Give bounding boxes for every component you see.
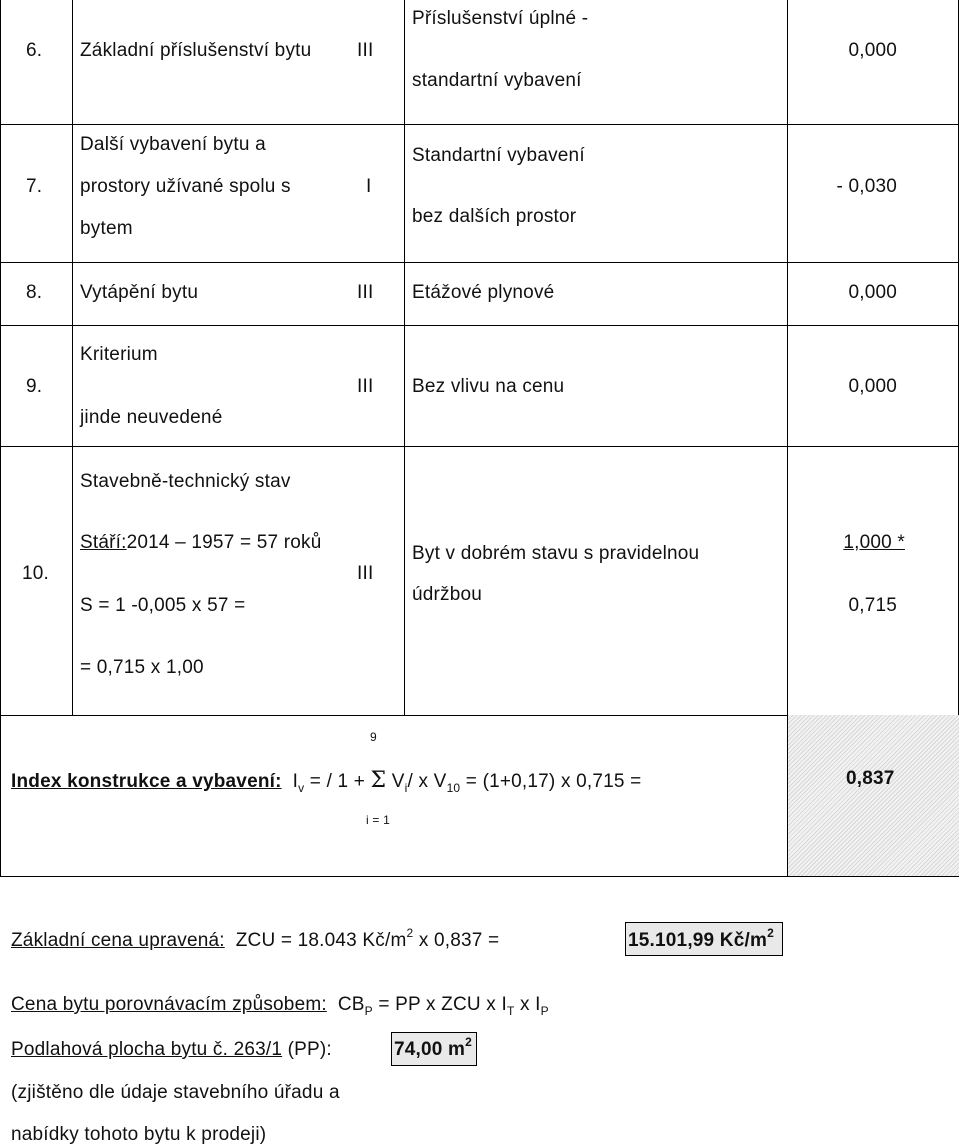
row-class: III xyxy=(357,40,374,61)
row-number: 6. xyxy=(26,40,43,61)
zcu-label: Základní cena upravená: xyxy=(11,930,225,951)
age-formula: 2014 – 1957 = 57 roků xyxy=(126,532,322,553)
row-name: Kriterium xyxy=(80,344,158,365)
row-class: III xyxy=(357,376,374,397)
row-name xyxy=(80,532,322,554)
row-class: III xyxy=(357,563,374,584)
row-name: jinde neuvedené xyxy=(80,407,223,428)
area-label-suffix: (PP): xyxy=(287,1039,332,1060)
row-number: 8. xyxy=(26,282,43,303)
index-label: Index konstrukce a vybavení: xyxy=(11,771,282,792)
row-number: 7. xyxy=(26,176,43,197)
sum-lower-limit: i = 1 xyxy=(366,813,391,827)
row-divider xyxy=(0,446,959,447)
row-name: Základní příslušenství bytu xyxy=(80,40,312,61)
zcu-result: 15.101,99 $Kč/m^2$ xyxy=(628,926,774,951)
row-value: 0,000 xyxy=(848,282,897,303)
index-result: 0,837 xyxy=(846,768,895,789)
sigma-icon: Σ xyxy=(370,768,387,793)
note-line: (zjištěno dle údaje stavebního úřadu a xyxy=(11,1082,340,1103)
row-name: bytem xyxy=(80,218,133,239)
row-value: 1,000 * xyxy=(843,532,905,553)
row-divider xyxy=(0,325,959,326)
row-value: 0,715 xyxy=(848,595,897,616)
row-description: Etážové plynové xyxy=(412,282,555,303)
table-divider xyxy=(787,0,788,715)
table-divider xyxy=(404,0,405,715)
index-formula: $I_v$ = / 1 + Σ $V_i/$ x $V_{10} = (1+0,17)$ x 0,715 = xyxy=(292,768,642,795)
row-number: 10. xyxy=(22,563,50,584)
note-line: nabídky tohoto bytu k prodeji) xyxy=(11,1124,267,1145)
row-value: 0,000 xyxy=(848,376,897,397)
price-row xyxy=(11,994,549,1016)
row-description: Byt v dobrém stavu s pravidelnou xyxy=(412,543,700,564)
row-name: S = 1 -0,005 x 57 = xyxy=(80,595,246,616)
table-divider xyxy=(72,0,73,715)
result-cell-background xyxy=(787,715,959,877)
row-name: prostory užívané spolu s xyxy=(80,176,291,197)
age-label: Stáří: xyxy=(80,532,127,553)
row-name: = 0,715 x 1,00 xyxy=(80,657,204,678)
row-divider xyxy=(0,124,959,125)
table-border xyxy=(0,0,1,877)
row-name: Stavebně-technický stav xyxy=(80,471,291,492)
price-formula: $CB_P$ = PP x ZCU x $I_T$ x $I_P$ xyxy=(337,994,549,1018)
sum-upper-limit: 9 xyxy=(370,730,377,744)
row-divider xyxy=(0,262,959,263)
row-class: I xyxy=(366,176,372,197)
index-row xyxy=(11,768,641,793)
area-label: Podlahová plocha bytu č. 263/1 xyxy=(11,1039,283,1060)
price-label: Cena bytu porovnávacím způsobem: xyxy=(11,994,327,1015)
row-description: Standartní vybavení xyxy=(412,145,585,166)
zcu-formula: ZCU = 18.043 $Kč/m^2$ x 0,837 = xyxy=(235,926,500,951)
row-value: 0,000 xyxy=(848,40,897,61)
row-description: Příslušenství úplné - xyxy=(412,8,589,29)
area-result: 74,00 $m^2$ xyxy=(394,1035,472,1060)
row-class: III xyxy=(357,282,374,303)
row-description: údržbou xyxy=(412,584,483,605)
zcu-row xyxy=(11,926,500,952)
row-name: Vytápění bytu xyxy=(80,282,199,303)
row-value: - 0,030 xyxy=(836,176,897,197)
row-name: Další vybavení bytu a xyxy=(80,134,266,155)
row-description: Bez vlivu na cenu xyxy=(412,376,565,397)
row-description: standartní vybavení xyxy=(412,70,582,91)
area-row xyxy=(11,1039,332,1061)
row-description: bez dalších prostor xyxy=(412,206,577,227)
row-number: 9. xyxy=(26,376,43,397)
